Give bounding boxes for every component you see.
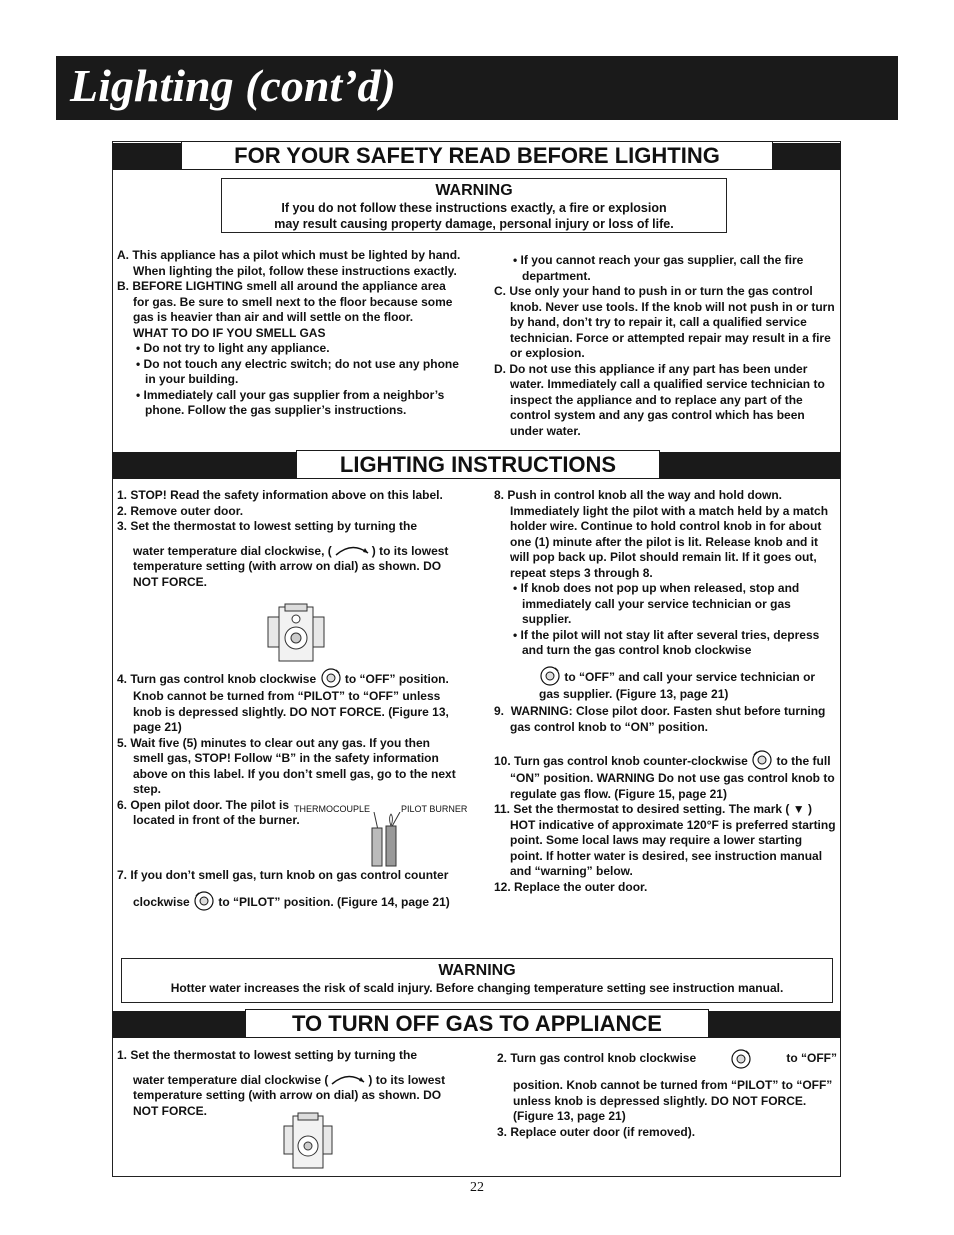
step-5: 5. Wait five (5) minutes to clear out any gas. If you then smell gas, STOP! Follow “B” in the safety information above on this label. If you don’t smell gas, go to the next step. (117, 735, 456, 796)
step-8: 8. Push in control knob all the way and hold down. Immediately light the pilot with a match held by a match holder wire. Continue to hold control knob in for about one (1) minute after the pilot is lit. Release knob and it will pop back up. Pilot should remain lit. If it goes out, repeat steps 3 through 8. (494, 488, 829, 580)
gas-knob-clockwise-icon (320, 667, 342, 689)
pilot-assembly-figure (360, 812, 410, 867)
step-9: 9. WARNING: Close pilot door. Fasten shut before turning gas control knob to “ON” position. (494, 704, 826, 734)
step-8-bullet-2-cont: to “OFF” and call your service technician or gas supplier. (Figure 13, page 21) (494, 665, 837, 703)
safety-warning-title: WARNING (435, 182, 513, 199)
turnoff-left-column (117, 1048, 463, 1119)
turnoff-step-1-body: water temperature dial clockwise ( ) to its lowest temperature setting (with arrow on dial) as shown. DO NOT FORCE. (133, 1072, 446, 1118)
step-2: 2. Remove outer door. (117, 503, 244, 518)
step-6: 6. Open pilot door. The pilot is located in front of the burner. (117, 797, 300, 827)
safety-item-a: A. This appliance has a pilot which must be lighted by hand. When lighting the pilot, follow these instructions exactly. (117, 248, 461, 278)
pilot-burner-label: PILOT BURNER (401, 804, 468, 814)
turnoff-step-2-body: position. Knob cannot be turned from “PILOT” to “OFF” unless knob is depressed slightly. DO NOT FORCE. (Figure 13, page 21) (513, 1078, 833, 1123)
page-number: 22 (470, 1180, 484, 1195)
gas-knob-clockwise-icon (730, 1048, 752, 1070)
thermocouple-label: THERMOCOUPLE (294, 804, 371, 814)
gas-control-valve-figure (265, 603, 327, 663)
safety-left-column: A. This appliance has a pilot which must be lighted by hand. When lighting the pilot, follow these instructions exactly. B. BEFORE LIGHTING smell all around the appliance area for gas. Be sure to smell next to the floor because some gas is heavier than air and will settle on the floor. WHAT TO DO IF YOU SMELL GAS • Do not try to light any appliance. • Do not touch any electric switch; do not use any phone in your building. • Immediately call your gas supplier from a neighbor’s phone. Follow the gas supplier’s instructions. (117, 248, 463, 419)
safety-bullet-4: If you cannot reach your gas supplier, call the fire department. (520, 253, 804, 283)
step-3-intro: 3. Set the thermostat to lowest setting by turning the (117, 519, 418, 533)
safety-bullet-3: Immediately call your gas supplier from a neighbor’s phone. Follow the gas supplier’s instructions. (143, 387, 445, 417)
safety-bullet-2: Do not touch any electric switch; do not use any phone in your building. (143, 356, 459, 386)
safety-warning-line2: may result causing property damage, personal injury or loss of life. (274, 217, 674, 231)
gas-control-valve-figure-2 (283, 1112, 333, 1170)
gas-knob-off-icon (539, 665, 561, 687)
step-1: 1. STOP! Read the safety information above on this label. (117, 488, 443, 502)
scald-warning-body: Hotter water increases the risk of scald injury. Before changing temperature setting see instruction manual. (170, 981, 784, 995)
clockwise-arrow-icon (328, 1072, 368, 1086)
turnoff-heading: TO TURN OFF GAS TO APPLIANCE (245, 1009, 709, 1038)
step-10: 10. Turn gas control knob counter-clockwise to the full “ON” position. WARNING Do not use gas control knob to regulate gas flow. (Figure 15, page 21) (494, 749, 837, 802)
page-title: Lighting (cont’d) (70, 60, 396, 111)
turnoff-step-2-intro: 2. Turn gas control knob clockwise to “OFF” (497, 1048, 837, 1070)
safety-item-b: B. BEFORE LIGHTING smell all around the appliance area for gas. Be sure to smell next to the floor because some gas is heavier than air and will settle on the floor. (117, 279, 453, 324)
lighting-right-column: 8. Push in control knob all the way and hold down. Immediately light the pilot with a match held by a match holder wire. Continue to hold control knob in for about one (1) minute after the pilot is lit. Release knob and it will pop back up. Pilot should remain lit. If it goes out, repeat steps 3 through 8. • If knob does not pop up when released, stop and immediately call your service technician or gas supplier. • If the pilot will not stay lit after several tries, depress and turn the gas control knob clockwise to “OFF” and call your service technician or gas supplier. (Figure 13, page 21) 9. WARNING: Close pilot door. Fasten shut before turning gas control knob to “ON” position. 10. Turn gas control knob counter-clockwise to the full “ON” position. WARNING Do not use gas control knob to regulate gas flow. (Figure 15, page 21) 11. Set the thermostat to desired setting. The mark ( ▼ ) HOT indicative of approximate 120°F is preferred starting point. Some local laws may require a lower starting point. If hotter water is desired, see instruction manual and “warning” below. 12. Replace the outer door. (494, 488, 836, 894)
gas-knob-on-icon (751, 749, 773, 771)
safety-item-d: D. Do not use this appliance if any part has been under water. Immediately call a qualified service technician to inspect the appliance and to replace any part of the control system and any gas control which has been under water. (494, 361, 825, 438)
step-12: 12. Replace the outer door. (494, 879, 648, 894)
lighting-left-column (117, 488, 463, 590)
safety-warning-box (221, 178, 727, 233)
turnoff-right-column (497, 1048, 837, 1140)
turnoff-step-1-intro: 1. Set the thermostat to lowest setting by turning the (117, 1048, 418, 1062)
safety-heading: FOR YOUR SAFETY READ BEFORE LIGHTING (181, 141, 773, 170)
safety-what-to-do: WHAT TO DO IF YOU SMELL GAS (133, 325, 326, 340)
safety-warning-line1: If you do not follow these instructions exactly, a fire or explosion (281, 201, 667, 215)
clockwise-arrow-icon (332, 543, 372, 557)
lighting-heading: LIGHTING INSTRUCTIONS (296, 450, 660, 479)
safety-right-column: • If you cannot reach your gas supplier, call the fire department. C. Use only your hand to push in or turn the gas control knob. Never use tools. If the knob will not push in or turn by hand, don’t try to repair it, call a qualified service technician. Force or attempted repair may result in a fire or explosion. D. Do not use this appliance if any part has been under water. Immediately call a qualified service technician to inspect the appliance and to replace any part of the control system and any gas control which has been under water. (494, 253, 837, 439)
step-8-bullet-1: If knob does not pop up when released, stop and immediately call your service technician or gas supplier. (520, 581, 800, 626)
step-8-bullet-2: If the pilot will not stay lit after several tries, depress and turn the gas control knob clockwise (520, 627, 820, 657)
step-7: 7. If you don’t smell gas, turn knob on gas control counter clockwise to “PILOT” position. (Figure 14, page 21) (117, 868, 463, 912)
turnoff-step-3: 3. Replace outer door (if removed). (497, 1124, 696, 1139)
scald-warning-title: WARNING (438, 962, 516, 979)
safety-bullet-1: Do not try to light any appliance. (143, 341, 330, 355)
step-3-body: water temperature dial clockwise, ( ) to its lowest temperature setting (with arrow on dial) as shown. DO NOT FORCE. (133, 543, 449, 589)
safety-item-c: C. Use only your hand to push in or turn the gas control knob. Never use tools. If the knob will not push in or turn by hand, don’t try to repair it, call a qualified service technician. Force or attempted repair may result in a fire or explosion. (494, 284, 835, 360)
scald-warning-box (121, 958, 833, 1003)
step-11: 11. Set the thermostat to desired setting. The mark ( ▼ ) HOT indicative of approximate 120°F is preferred starting point. Some local laws may require a lower starting point. If hotter water is desired, see instruction manual and “warning” below. (494, 802, 836, 878)
step-4: 4. Turn gas control knob clockwise to “OFF” position. Knob cannot be turned from “PILOT” to “OFF” unless knob is depressed slightly. DO NOT FORCE. (Figure 13, page 21) (117, 667, 463, 736)
gas-knob-counterclockwise-icon (193, 890, 215, 912)
